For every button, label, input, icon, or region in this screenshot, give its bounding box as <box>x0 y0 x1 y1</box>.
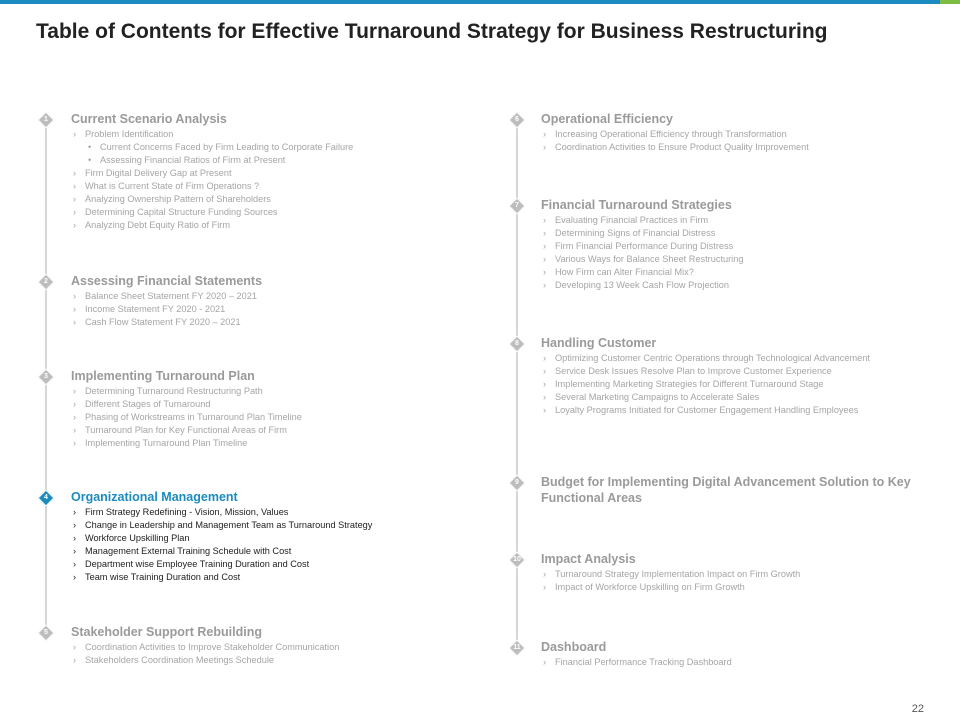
toc-item[interactable]: › Analyzing Debt Equity Ratio of Firm <box>71 219 491 232</box>
toc-item[interactable]: › Increasing Operational Efficiency through Transformation <box>541 128 926 141</box>
section-item-list <box>71 641 491 667</box>
toc-item[interactable]: › Turnaround Plan for Key Functional Areas of Firm <box>71 424 491 437</box>
toc-item[interactable]: › Coordination Activities to Improve Stakeholder Communication <box>71 641 491 654</box>
section-item-list <box>71 385 491 450</box>
toc-item[interactable]: › Various Ways for Balance Sheet Restructuring <box>541 253 926 266</box>
section-item-list <box>71 290 491 329</box>
toc-section-8[interactable] <box>541 335 926 417</box>
toc-item[interactable]: › Developing 13 Week Cash Flow Projection <box>541 279 926 292</box>
section-title: Stakeholder Support Rebuilding <box>71 625 262 639</box>
toc-section-4[interactable] <box>71 489 491 584</box>
section-title: Budget for Implementing Digital Advancement Solution to Key Functional Areas <box>541 475 911 505</box>
toc-item[interactable]: › Coordination Activities to Ensure Product Quality Improvement <box>541 141 926 154</box>
toc-item[interactable]: › Cash Flow Statement FY 2020 – 2021 <box>71 316 491 329</box>
toc-item[interactable]: › Firm Financial Performance During Distress <box>541 240 926 253</box>
toc-item[interactable]: › Optimizing Customer Centric Operations through Technological Advancement <box>541 352 881 365</box>
toc-item[interactable]: › What is Current State of Firm Operations ? <box>71 180 491 193</box>
toc-item[interactable]: › How Firm can Alter Financial Mix? <box>541 266 926 279</box>
section-number: 6 <box>515 116 519 123</box>
section-item-list <box>71 506 491 584</box>
section-title: Dashboard <box>541 640 607 654</box>
toc-item[interactable]: › Workforce Upskilling Plan <box>71 532 491 545</box>
toc-item[interactable]: › Firm Strategy Redefining - Vision, Mission, Values <box>71 506 491 519</box>
section-number: 11 <box>513 644 521 651</box>
toc-item[interactable]: › Turnaround Strategy Implementation Impact on Firm Growth <box>541 568 926 581</box>
section-item-list <box>541 214 926 292</box>
section-title: Handling Customer <box>541 336 657 350</box>
toc-item[interactable]: › Phasing of Workstreams in Turnaround Plan Timeline <box>71 411 491 424</box>
toc-item[interactable]: › Problem Identification <box>71 128 491 141</box>
section-number: 7 <box>515 202 519 209</box>
section-item-list <box>71 128 491 232</box>
section-item-list <box>541 656 926 669</box>
toc-item[interactable]: › Stakeholders Coordination Meetings Schedule <box>71 654 491 667</box>
top-accent-bar-green <box>940 0 960 4</box>
toc-section-5[interactable] <box>71 624 491 667</box>
section-number: 9 <box>515 479 519 486</box>
toc-item[interactable]: › Impact of Workforce Upskilling on Firm Growth <box>541 581 926 594</box>
toc-section-6[interactable] <box>541 111 926 154</box>
toc-item[interactable]: • Current Concerns Faced by Firm Leading to Corporate Failure <box>71 141 491 154</box>
toc-item[interactable]: › Implementing Marketing Strategies for Different Turnaround Stage <box>541 378 926 391</box>
toc-section-10[interactable] <box>541 551 926 594</box>
toc-item[interactable]: › Balance Sheet Statement FY 2020 – 2021 <box>71 290 491 303</box>
toc-section-1[interactable] <box>71 111 491 232</box>
toc-item[interactable]: › Implementing Turnaround Plan Timeline <box>71 437 491 450</box>
section-title: Implementing Turnaround Plan <box>71 369 255 383</box>
section-number: 5 <box>44 629 48 636</box>
section-title: Current Scenario Analysis <box>71 112 227 126</box>
page-title: Table of Contents for Effective Turnaround Strategy for Business Restructuring <box>36 20 828 43</box>
toc-item[interactable]: › Analyzing Ownership Pattern of Shareholders <box>71 193 491 206</box>
section-number: 2 <box>44 278 48 285</box>
toc-item[interactable]: › Several Marketing Campaigns to Accelerate Sales <box>541 391 926 404</box>
toc-section-3[interactable] <box>71 368 491 450</box>
toc-item[interactable]: › Department wise Employee Training Duration and Cost <box>71 558 491 571</box>
toc-item[interactable]: › Evaluating Financial Practices in Firm <box>541 214 926 227</box>
toc-item[interactable]: › Management External Training Schedule with Cost <box>71 545 491 558</box>
toc-item[interactable]: › Loyalty Programs Initiated for Customer Engagement Handling Employees <box>541 404 926 417</box>
toc-section-9[interactable] <box>541 474 926 506</box>
toc-section-2[interactable] <box>71 273 491 329</box>
section-title: Financial Turnaround Strategies <box>541 198 732 212</box>
section-number: 10 <box>513 556 521 563</box>
toc-item[interactable]: › Determining Turnaround Restructuring Path <box>71 385 491 398</box>
section-item-list <box>541 352 926 417</box>
section-title: Impact Analysis <box>541 552 636 566</box>
toc-item[interactable]: › Different Stages of Turnaround <box>71 398 491 411</box>
section-title: Assessing Financial Statements <box>71 274 263 288</box>
toc-section-7[interactable] <box>541 197 926 292</box>
toc-item[interactable]: › Firm Digital Delivery Gap at Present <box>71 167 491 180</box>
section-title: Organizational Management <box>71 490 238 504</box>
section-item-list <box>541 128 926 154</box>
toc-item[interactable]: › Financial Performance Tracking Dashboard <box>541 656 926 669</box>
toc-item[interactable]: › Change in Leadership and Management Team as Turnaround Strategy <box>71 519 491 532</box>
top-accent-bar <box>0 0 960 4</box>
page-number: 22 <box>911 703 924 715</box>
section-title: Operational Efficiency <box>541 112 673 126</box>
toc-item[interactable]: › Income Statement FY 2020 - 2021 <box>71 303 491 316</box>
toc-item[interactable]: › Service Desk Issues Resolve Plan to Improve Customer Experience <box>541 365 926 378</box>
section-number: 1 <box>44 116 48 123</box>
toc-section-11[interactable] <box>541 639 926 669</box>
section-number: 4 <box>44 494 48 501</box>
section-item-list <box>541 568 926 594</box>
toc-item[interactable]: › Team wise Training Duration and Cost <box>71 571 491 584</box>
section-number: 3 <box>44 373 48 380</box>
toc-item[interactable]: › Determining Capital Structure Funding Sources <box>71 206 491 219</box>
toc-item[interactable]: • Assessing Financial Ratios of Firm at Present <box>71 154 491 167</box>
section-number: 8 <box>515 340 519 347</box>
toc-item[interactable]: › Determining Signs of Financial Distress <box>541 227 926 240</box>
